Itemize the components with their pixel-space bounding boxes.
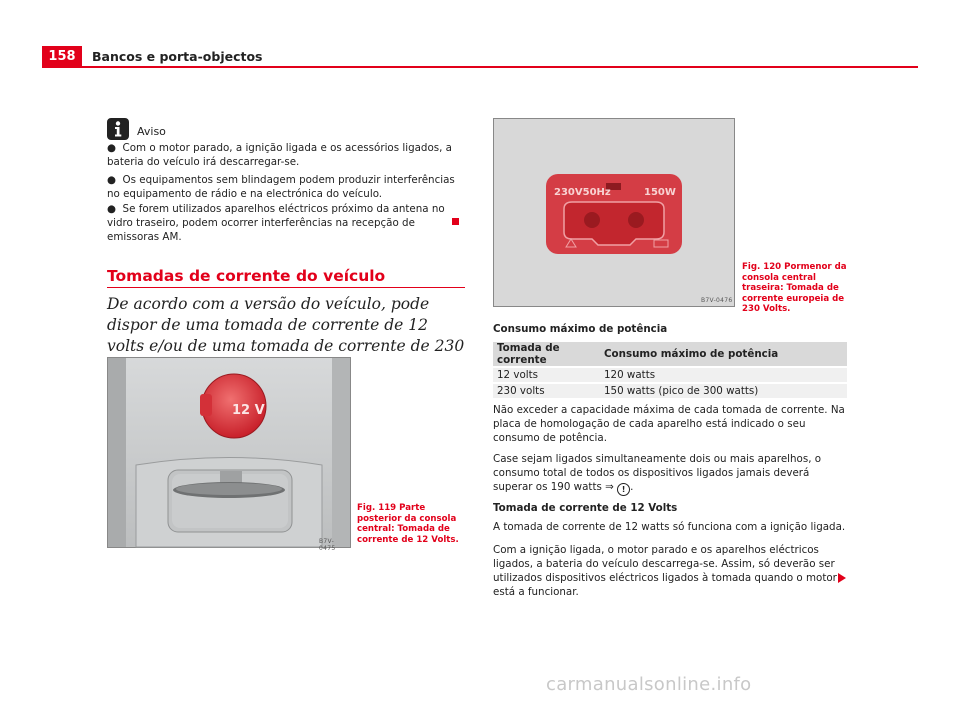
figure-120-caption: Fig. 120 Pormenor da consola central traseira: Tomada de corrente europeia de 230 Volts. — [742, 262, 847, 314]
figure-120-code: B7V-0476 — [701, 297, 733, 304]
simultaneous-paragraph: Case sejam ligados simultaneamente dois ou mais aparelhos, o consumo total de todos os dispositivos ligados jamais deverá superar os 190 watts ⇒ ! . — [493, 453, 822, 494]
bullet-dot: ● — [107, 203, 116, 215]
table-header: Tomada de corrente — [493, 342, 600, 367]
socket-12v-label: 12 V — [232, 403, 265, 418]
socket-voltage-label: 230V50Hz — [554, 187, 611, 198]
table-header: Consumo máximo de potência — [600, 342, 847, 367]
notice-bullet: ● Se forem utilizados aparelhos eléctricos próximo da antena no vidro traseiro, podem ocorrer interferências na recepção de emissoras AM. — [107, 203, 445, 243]
socket-power-label: 150W — [644, 187, 676, 198]
table-cell: 12 volts — [493, 367, 600, 383]
header-rule — [42, 66, 918, 68]
bullet-dot: ● — [107, 174, 116, 186]
table-cell: 150 watts (pico de 300 watts) — [600, 383, 847, 398]
socket-12v-title: Tomada de corrente de 12 Volts — [493, 502, 678, 514]
capacity-paragraph: Não exceder a capacidade máxima de cada tomada de corrente. Na placa de homologação de cada aparelho está indicado o seu consumo de potência. — [493, 404, 845, 444]
consumption-title: Consumo máximo de potência — [493, 323, 668, 335]
table-row — [493, 367, 847, 383]
notice-bullet: ● Com o motor parado, a ignição ligada e os acessórios ligados, a bateria do veículo irá descarregar-se. — [107, 142, 452, 168]
notice-bullet: ● Os equipamentos sem blindagem podem produzir interferências no equipamento de rádio e na electrónica do veículo. — [107, 174, 455, 200]
consumption-table — [493, 342, 847, 398]
table-header-row — [493, 342, 847, 367]
info-icon — [107, 118, 129, 140]
reference-arrow: ⇒ — [605, 481, 614, 493]
notice-title: Aviso — [137, 125, 166, 138]
bullet-dot: ● — [107, 142, 116, 154]
figure-120-image — [493, 118, 735, 307]
figure-119-image — [107, 357, 351, 552]
battery-paragraph: Com a ignição ligada, o motor parado e os aparelhos eléctricos ligados, a bateria do veículo descarrega-se. Assim, só deverão ser utilizados dispositivos eléctricos ligados à tomada quando o motor está a funcionar. — [493, 544, 837, 598]
socket-12v-paragraph: A tomada de corrente de 12 watts só funciona com a ignição ligada. — [493, 521, 846, 533]
section-rule — [107, 287, 465, 288]
end-of-notice-marker — [452, 218, 459, 225]
figure-119-caption: Fig. 119 Parte posterior da consola central: Tomada de corrente de 12 Volts. — [357, 503, 459, 545]
table-cell: 230 volts — [493, 383, 600, 398]
section-intro: De acordo com a versão do veículo, pode dispor de uma tomada de corrente de 12 volts e/ou de uma tomada de corrente de 230 — [107, 295, 465, 355]
continue-arrow-icon — [838, 573, 846, 583]
section-title: Tomadas de corrente do veículo — [107, 267, 386, 285]
table-row — [493, 383, 847, 398]
warning-circle-icon: ! — [617, 483, 630, 496]
table-cell: 120 watts — [600, 367, 847, 383]
watermark: carmanualsonline.info — [546, 674, 752, 695]
running-title: Bancos e porta-objectos — [92, 49, 263, 64]
page-number: 158 — [42, 46, 82, 66]
figure-119-code: B7V-0475 — [319, 538, 336, 552]
